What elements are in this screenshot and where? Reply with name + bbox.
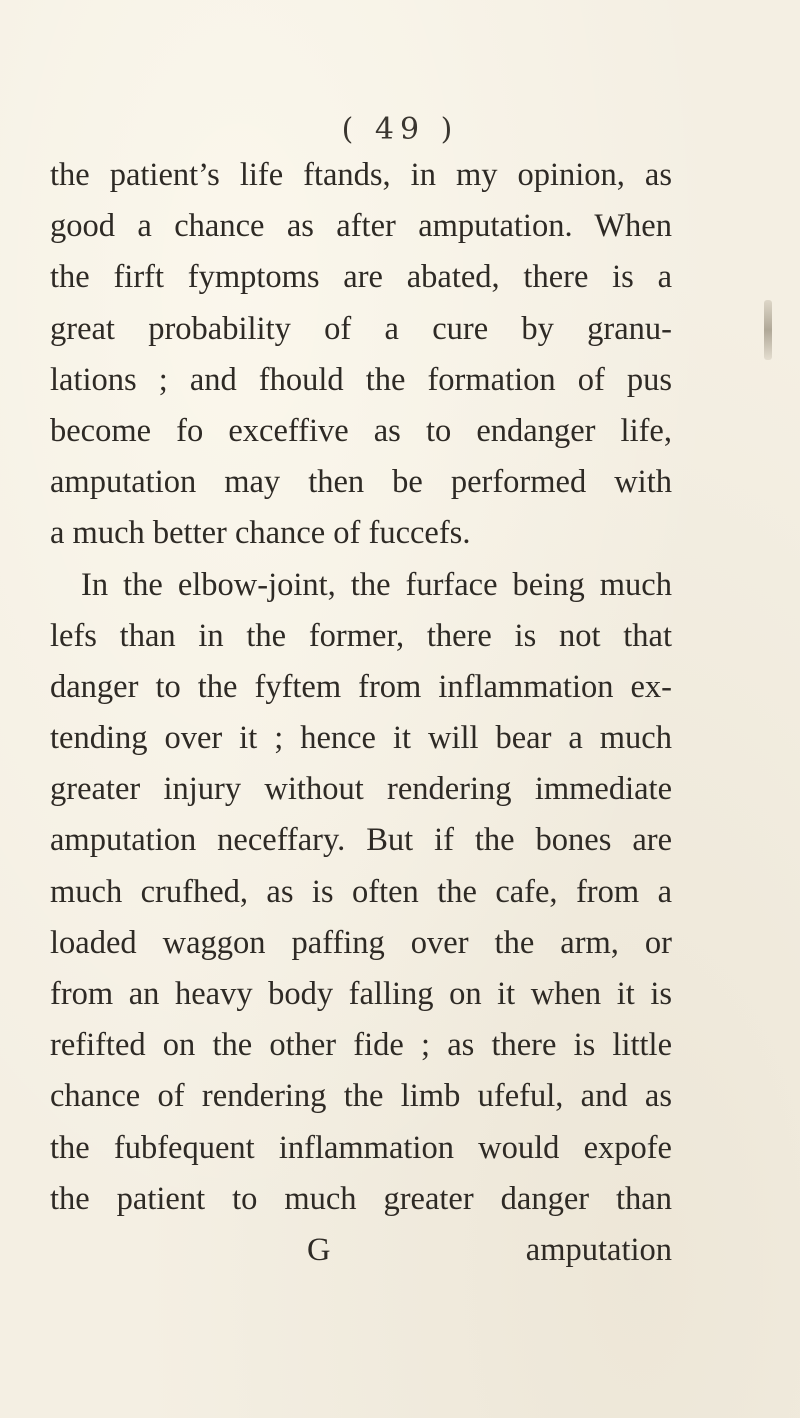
text-line: the patient’s life ftands, in my opinion, as	[50, 157, 672, 193]
text-line: In the elbow-joint, the furface being much	[81, 566, 672, 603]
text-line: the patient to much greater danger than	[50, 1180, 672, 1217]
text-line: loaded waggon paffing over the arm, or	[50, 924, 672, 961]
page-stain	[764, 300, 772, 360]
text-line: a much better chance of fuccefs.	[50, 515, 471, 552]
text-line: greater injury without rendering immediate	[50, 771, 672, 808]
page-number: ( 49 )	[341, 112, 459, 147]
text-line: from an heavy body falling on it when it is	[50, 976, 672, 1012]
text-line: refifted on the other fide ; as there is little	[50, 1027, 672, 1064]
catchword: amputation	[525, 1231, 672, 1268]
text-line: tending over it ; hence it will bear a much	[50, 720, 672, 757]
text-line: chance of rendering the limb ufeful, and as	[50, 1078, 672, 1115]
page-footer	[50, 1225, 672, 1276]
text-line: amputation neceffary. But if the bones are	[50, 822, 672, 859]
text-line: amputation may then be performed with	[50, 464, 672, 501]
text-line: the firft fymptoms are abated, there is a	[50, 259, 672, 296]
body-text	[50, 150, 672, 1276]
text-line: much crufhed, as is often the cafe, from a	[50, 873, 672, 910]
text-line: the fubfequent inflammation would expofe	[50, 1129, 672, 1166]
text-line: lefs than in the former, there is not that	[50, 617, 672, 654]
text-line: great probability of a cure by granu-	[50, 310, 672, 347]
text-line: lations ; and fhould the formation of pus	[50, 361, 672, 398]
text-line: good a chance as after amputation. When	[50, 208, 672, 245]
text-line: become fo exceffive as to endanger life,	[50, 412, 672, 449]
signature-mark: G	[307, 1231, 331, 1268]
text-line: danger to the fyftem from inflammation ex-	[50, 668, 672, 705]
